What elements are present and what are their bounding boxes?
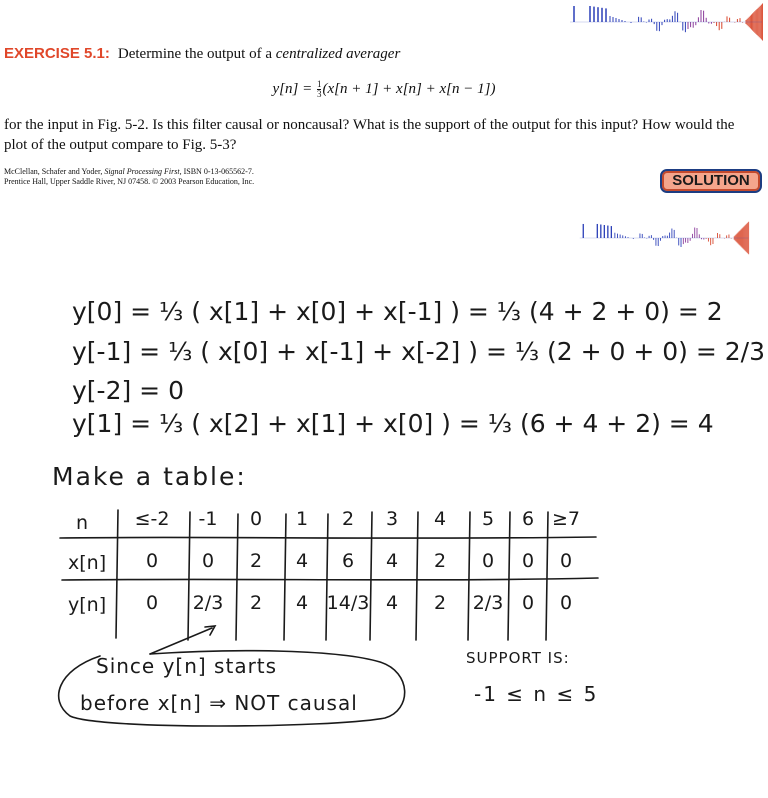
fraction-denominator: 3: [316, 89, 322, 99]
table-cell-y: 14/3: [326, 592, 370, 614]
table-cell-x: 4: [385, 550, 399, 572]
averager-equation: [0, 80, 768, 99]
credit-book-title: Signal Processing First,: [104, 167, 182, 176]
table-cell-x: 6: [341, 550, 355, 572]
table-cell-y: 4: [295, 592, 309, 614]
table-cell-x: 0: [521, 550, 535, 572]
table-cell-y: 4: [385, 592, 399, 614]
table-row-x-label: x[n]: [68, 552, 107, 574]
table-cell-x: 4: [295, 550, 309, 572]
table-cell-n: -1: [198, 508, 218, 530]
solution-line-2: y[-1] = ⅓ ( x[0] + x[-1] + x[-2] ) = ⅓ (2 + 0 + 0) = 2/3: [72, 337, 765, 366]
exercise-intro-text: Determine the output of a: [117, 46, 272, 62]
credit-isbn: ISBN 0-13-065562-7.: [183, 167, 254, 176]
exercise-label: EXERCISE 5.1:: [4, 45, 110, 62]
credit-authors: McClellan, Schafer and Yoder,: [4, 167, 103, 176]
table-cell-x: 2: [249, 550, 263, 572]
table-cell-n: 5: [481, 508, 495, 530]
equation-rhs: (x[n + 1] + x[n] + x[n − 1]): [322, 80, 496, 97]
table-cell-x: 0: [559, 550, 573, 572]
table-cell-x: 0: [481, 550, 495, 572]
table-cell-n: 6: [521, 508, 535, 530]
table-cell-y: 0: [559, 592, 573, 614]
fraction-numerator: 1: [316, 79, 322, 89]
table-cell-y: 2: [433, 592, 447, 614]
table-cell-x: 0: [201, 550, 215, 572]
table-row-y-label: y[n]: [68, 594, 107, 616]
exercise-intro: [118, 46, 400, 62]
table-cell-y: 2/3: [472, 592, 504, 614]
table-cell-x: 0: [145, 550, 159, 572]
support-label: SUPPORT IS:: [466, 649, 570, 667]
table-header-label: n: [76, 512, 89, 534]
table-cell-y: 0: [521, 592, 535, 614]
solution-line-1: y[0] = ⅓ ( x[1] + x[0] + x[-1] ) = ⅓ (4 + 2 + 0) = 2: [72, 297, 723, 326]
support-value: -1 ≤ n ≤ 5: [474, 682, 599, 706]
table-cell-y: 0: [145, 592, 159, 614]
annotation-line-1: Since y[n] starts: [96, 654, 278, 678]
table-cell-x: 2: [433, 550, 447, 572]
exercise-emphasis: centralized averager: [275, 46, 401, 62]
table-cell-n: ≤-2: [134, 508, 170, 530]
solution-line-4: y[1] = ⅓ ( x[2] + x[1] + x[0] ) = ⅓ (6 + 4 + 2) = 4: [72, 409, 714, 438]
table-cell-n: 4: [433, 508, 447, 530]
solution-button[interactable]: SOLUTION: [660, 169, 762, 193]
table-cell-y: 2/3: [192, 592, 224, 614]
equation-lhs: y[n] =: [272, 80, 313, 97]
credit-line-1: [4, 167, 254, 177]
table-cell-n: ≥7: [551, 508, 580, 530]
exercise-question: for the input in Fig. 5-2. Is this filter causal or noncausal? What is the support of the output for this input? How would the plot of the output compare to Fig. 5-3?: [4, 117, 735, 153]
make-table-heading: Make a table:: [52, 462, 247, 491]
equation-fraction: [317, 80, 322, 99]
table-cell-n: 1: [295, 508, 309, 530]
signal-waveform-logo: [568, 2, 764, 42]
credit-line-2: Prentice Hall, Upper Saddle River, NJ 07458. © 2003 Pearson Education, Inc.: [4, 177, 255, 186]
table-cell-n: 2: [341, 508, 355, 530]
exercise-heading: [4, 45, 400, 63]
signal-waveform-logo: [578, 218, 750, 258]
annotation-line-2: before x[n] ⇒ NOT causal: [80, 691, 358, 715]
table-cell-n: 0: [249, 508, 263, 530]
table-cell-y: 2: [249, 592, 263, 614]
solution-line-3: y[-2] = 0: [72, 376, 184, 405]
copyright-credit: [4, 167, 254, 187]
table-cell-n: 3: [385, 508, 399, 530]
